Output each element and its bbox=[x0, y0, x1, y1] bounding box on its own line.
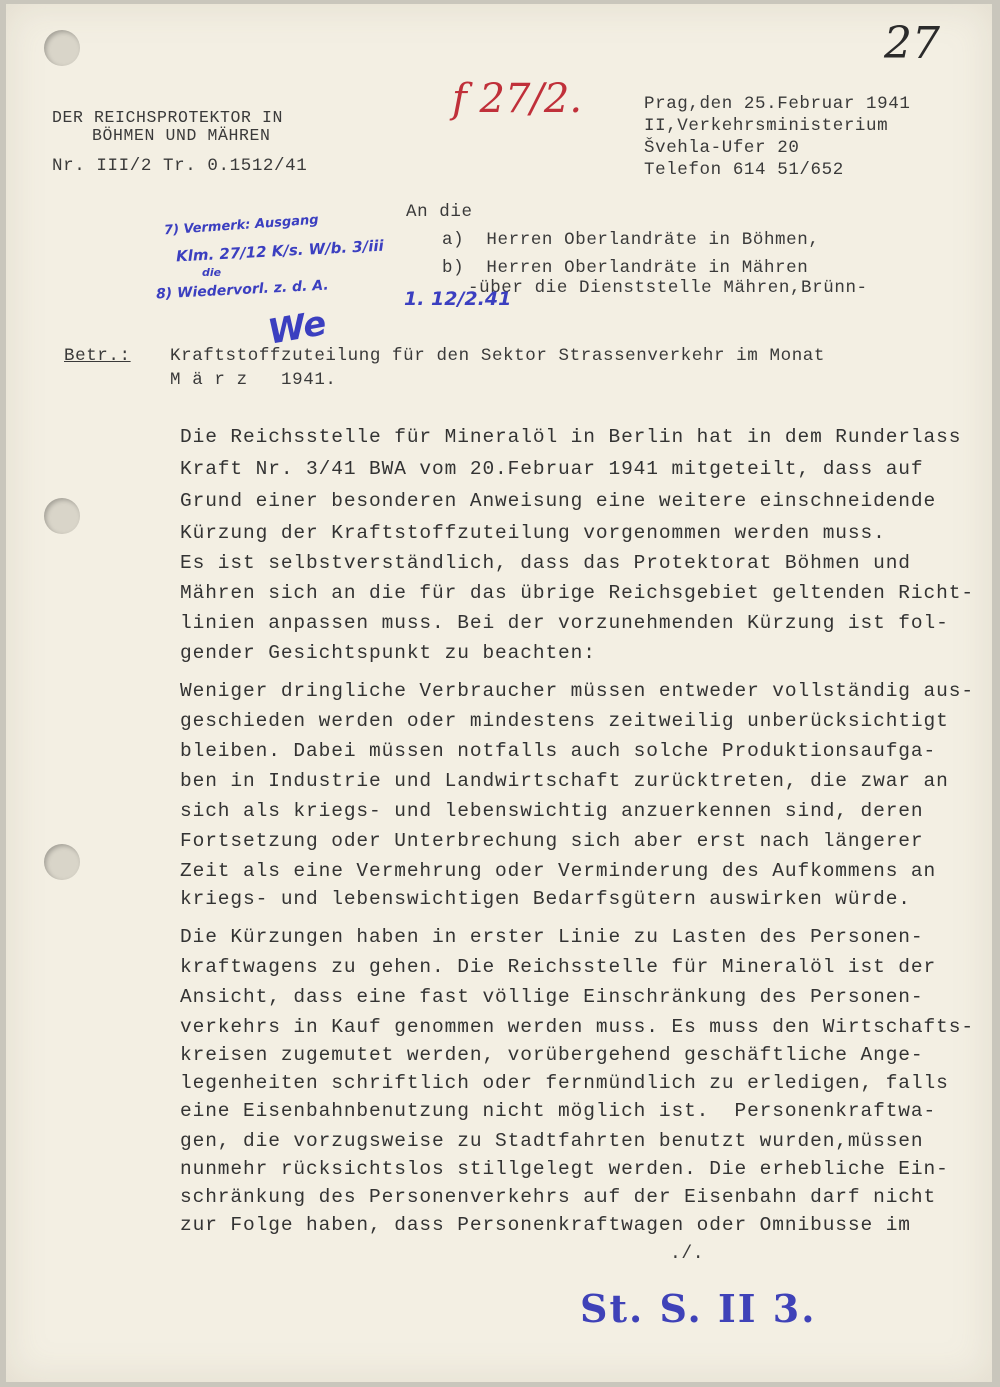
paragraph-3-line: kraftwagens zu gehen. Die Reichsstelle für Mineralöl ist der bbox=[180, 956, 937, 978]
page-number: 27 bbox=[884, 18, 940, 69]
paragraph-2-line: bleiben. Dabei müssen notfalls auch solche Produktionsaufga- bbox=[180, 740, 937, 762]
ministry-line: II,Verkehrsministerium bbox=[644, 116, 889, 136]
paragraph-3-line: legenheiten schriftlich oder fernmündlich zu erledigen, falls bbox=[180, 1072, 949, 1094]
paragraph-1-line: Es ist selbstverständlich, dass das Protektorat Böhmen und bbox=[180, 552, 911, 574]
office-stamp: St. S. II 3. bbox=[580, 1286, 817, 1331]
paragraph-2-line: Weniger dringliche Verbraucher müssen entweder vollständig aus- bbox=[180, 680, 974, 702]
addressee-intro: An die bbox=[406, 202, 473, 222]
annotation-line-3b: die bbox=[202, 266, 222, 279]
paragraph-2-line: Zeit als eine Vermehrung oder Verminderung des Aufkommens an bbox=[180, 860, 937, 882]
paragraph-1-line: Mähren sich an die für das übrige Reichsgebiet geltenden Richt- bbox=[180, 582, 974, 604]
paragraph-3-line: Die Kürzungen haben in erster Linie zu Lasten des Personen- bbox=[180, 926, 924, 948]
paragraph-3-line: kreisen zugemutet werden, vorübergehend geschäftliche Ange- bbox=[180, 1044, 924, 1066]
paragraph-1-line: Kürzung der Kraftstoffzuteilung vorgenommen werden muss. bbox=[180, 522, 886, 544]
paragraph-2-line: kriegs- und lebenswichtigen Bedarfsgütern auswirken würde. bbox=[180, 888, 911, 910]
annotation-initials: We bbox=[264, 303, 330, 353]
document-page bbox=[6, 4, 992, 1382]
annotation-date: 1. 12/2.41 bbox=[404, 288, 512, 310]
red-handwritten-mark: f 27/2. bbox=[452, 76, 583, 122]
paragraph-3-line: zur Folge haben, dass Personenkraftwagen oder Omnibusse im bbox=[180, 1214, 911, 1236]
paragraph-1-line: gender Gesichtspunkt zu beachten: bbox=[180, 642, 596, 664]
punch-hole bbox=[44, 844, 80, 880]
paragraph-3-line: schränkung des Personenverkehrs auf der Eisenbahn darf nicht bbox=[180, 1186, 937, 1208]
continuation-mark: ./. bbox=[670, 1244, 705, 1264]
paragraph-1-line: Kraft Nr. 3/41 BWA vom 20.Februar 1941 mitgeteilt, dass auf bbox=[180, 458, 924, 480]
paragraph-2-line: geschieden werden oder mindestens zeitweilig unberücksichtigt bbox=[180, 710, 949, 732]
paragraph-2-line: Fortsetzung oder Unterbrechung sich aber erst nach längerer bbox=[180, 830, 924, 852]
subject-label: Betr.: bbox=[64, 346, 131, 366]
paragraph-3-line: eine Eisenbahnbenutzung nicht möglich ist. Personenkraftwa- bbox=[180, 1100, 937, 1122]
date-line: Prag,den 25.Februar 1941 bbox=[644, 94, 911, 114]
paragraph-1-line: linien anpassen muss. Bei der vorzunehmenden Kürzung ist fol- bbox=[180, 612, 949, 634]
paragraph-2-line: sich als kriegs- und lebenswichtig anzuerkennen sind, deren bbox=[180, 800, 924, 822]
issuer-line-1: DER REICHSPROTEKTOR IN bbox=[52, 108, 284, 127]
paragraph-3-line: nunmehr rücksichtslos stillgelegt werden. Die erhebliche Ein- bbox=[180, 1158, 949, 1180]
punch-hole bbox=[44, 30, 80, 66]
annotation-line-1: 7) Vermerk: Ausgang bbox=[163, 212, 320, 239]
paragraph-1-line: Grund einer besonderen Anweisung eine weitere einschneidende bbox=[180, 490, 937, 512]
subject-line-1: Kraftstoffzuteilung für den Sektor Strassenverkehr im Monat bbox=[170, 346, 826, 366]
paragraph-3-line: verkehrs in Kauf genommen werden muss. Es muss den Wirtschafts- bbox=[180, 1016, 974, 1038]
annotation-line-3: 8) Wiedervorl. z. d. A. bbox=[155, 277, 330, 303]
paragraph-1-line: Die Reichsstelle für Mineralöl in Berlin hat in dem Runderlass bbox=[180, 426, 962, 448]
subject-line-2: M ä r z 1941. bbox=[170, 370, 337, 390]
punch-hole bbox=[44, 498, 80, 534]
paragraph-2-line: ben in Industrie und Landwirtschaft zurücktreten, die zwar an bbox=[180, 770, 949, 792]
reference-number: Nr. III/2 Tr. 0.1512/41 bbox=[52, 156, 308, 176]
address-line: Švehla-Ufer 20 bbox=[644, 138, 800, 158]
addressee-a: a) Herren Oberlandräte in Böhmen, bbox=[442, 230, 820, 250]
paragraph-3-line: gen, die vorzugsweise zu Stadtfahrten benutzt wurden,müssen bbox=[180, 1130, 924, 1152]
phone-line: Telefon 614 51/652 bbox=[644, 160, 844, 180]
issuer-line-2: BÖHMEN UND MÄHREN bbox=[92, 126, 271, 145]
addressee-b-via: -über die Dienststelle Mähren,Brünn- bbox=[468, 278, 868, 298]
paragraph-3-line: Ansicht, dass eine fast völlige Einschränkung des Personen- bbox=[180, 986, 924, 1008]
addressee-b: b) Herren Oberlandräte in Mähren bbox=[442, 258, 809, 278]
annotation-line-2: Klm. 27/12 K/s. W/b. 3/iii bbox=[175, 236, 385, 266]
